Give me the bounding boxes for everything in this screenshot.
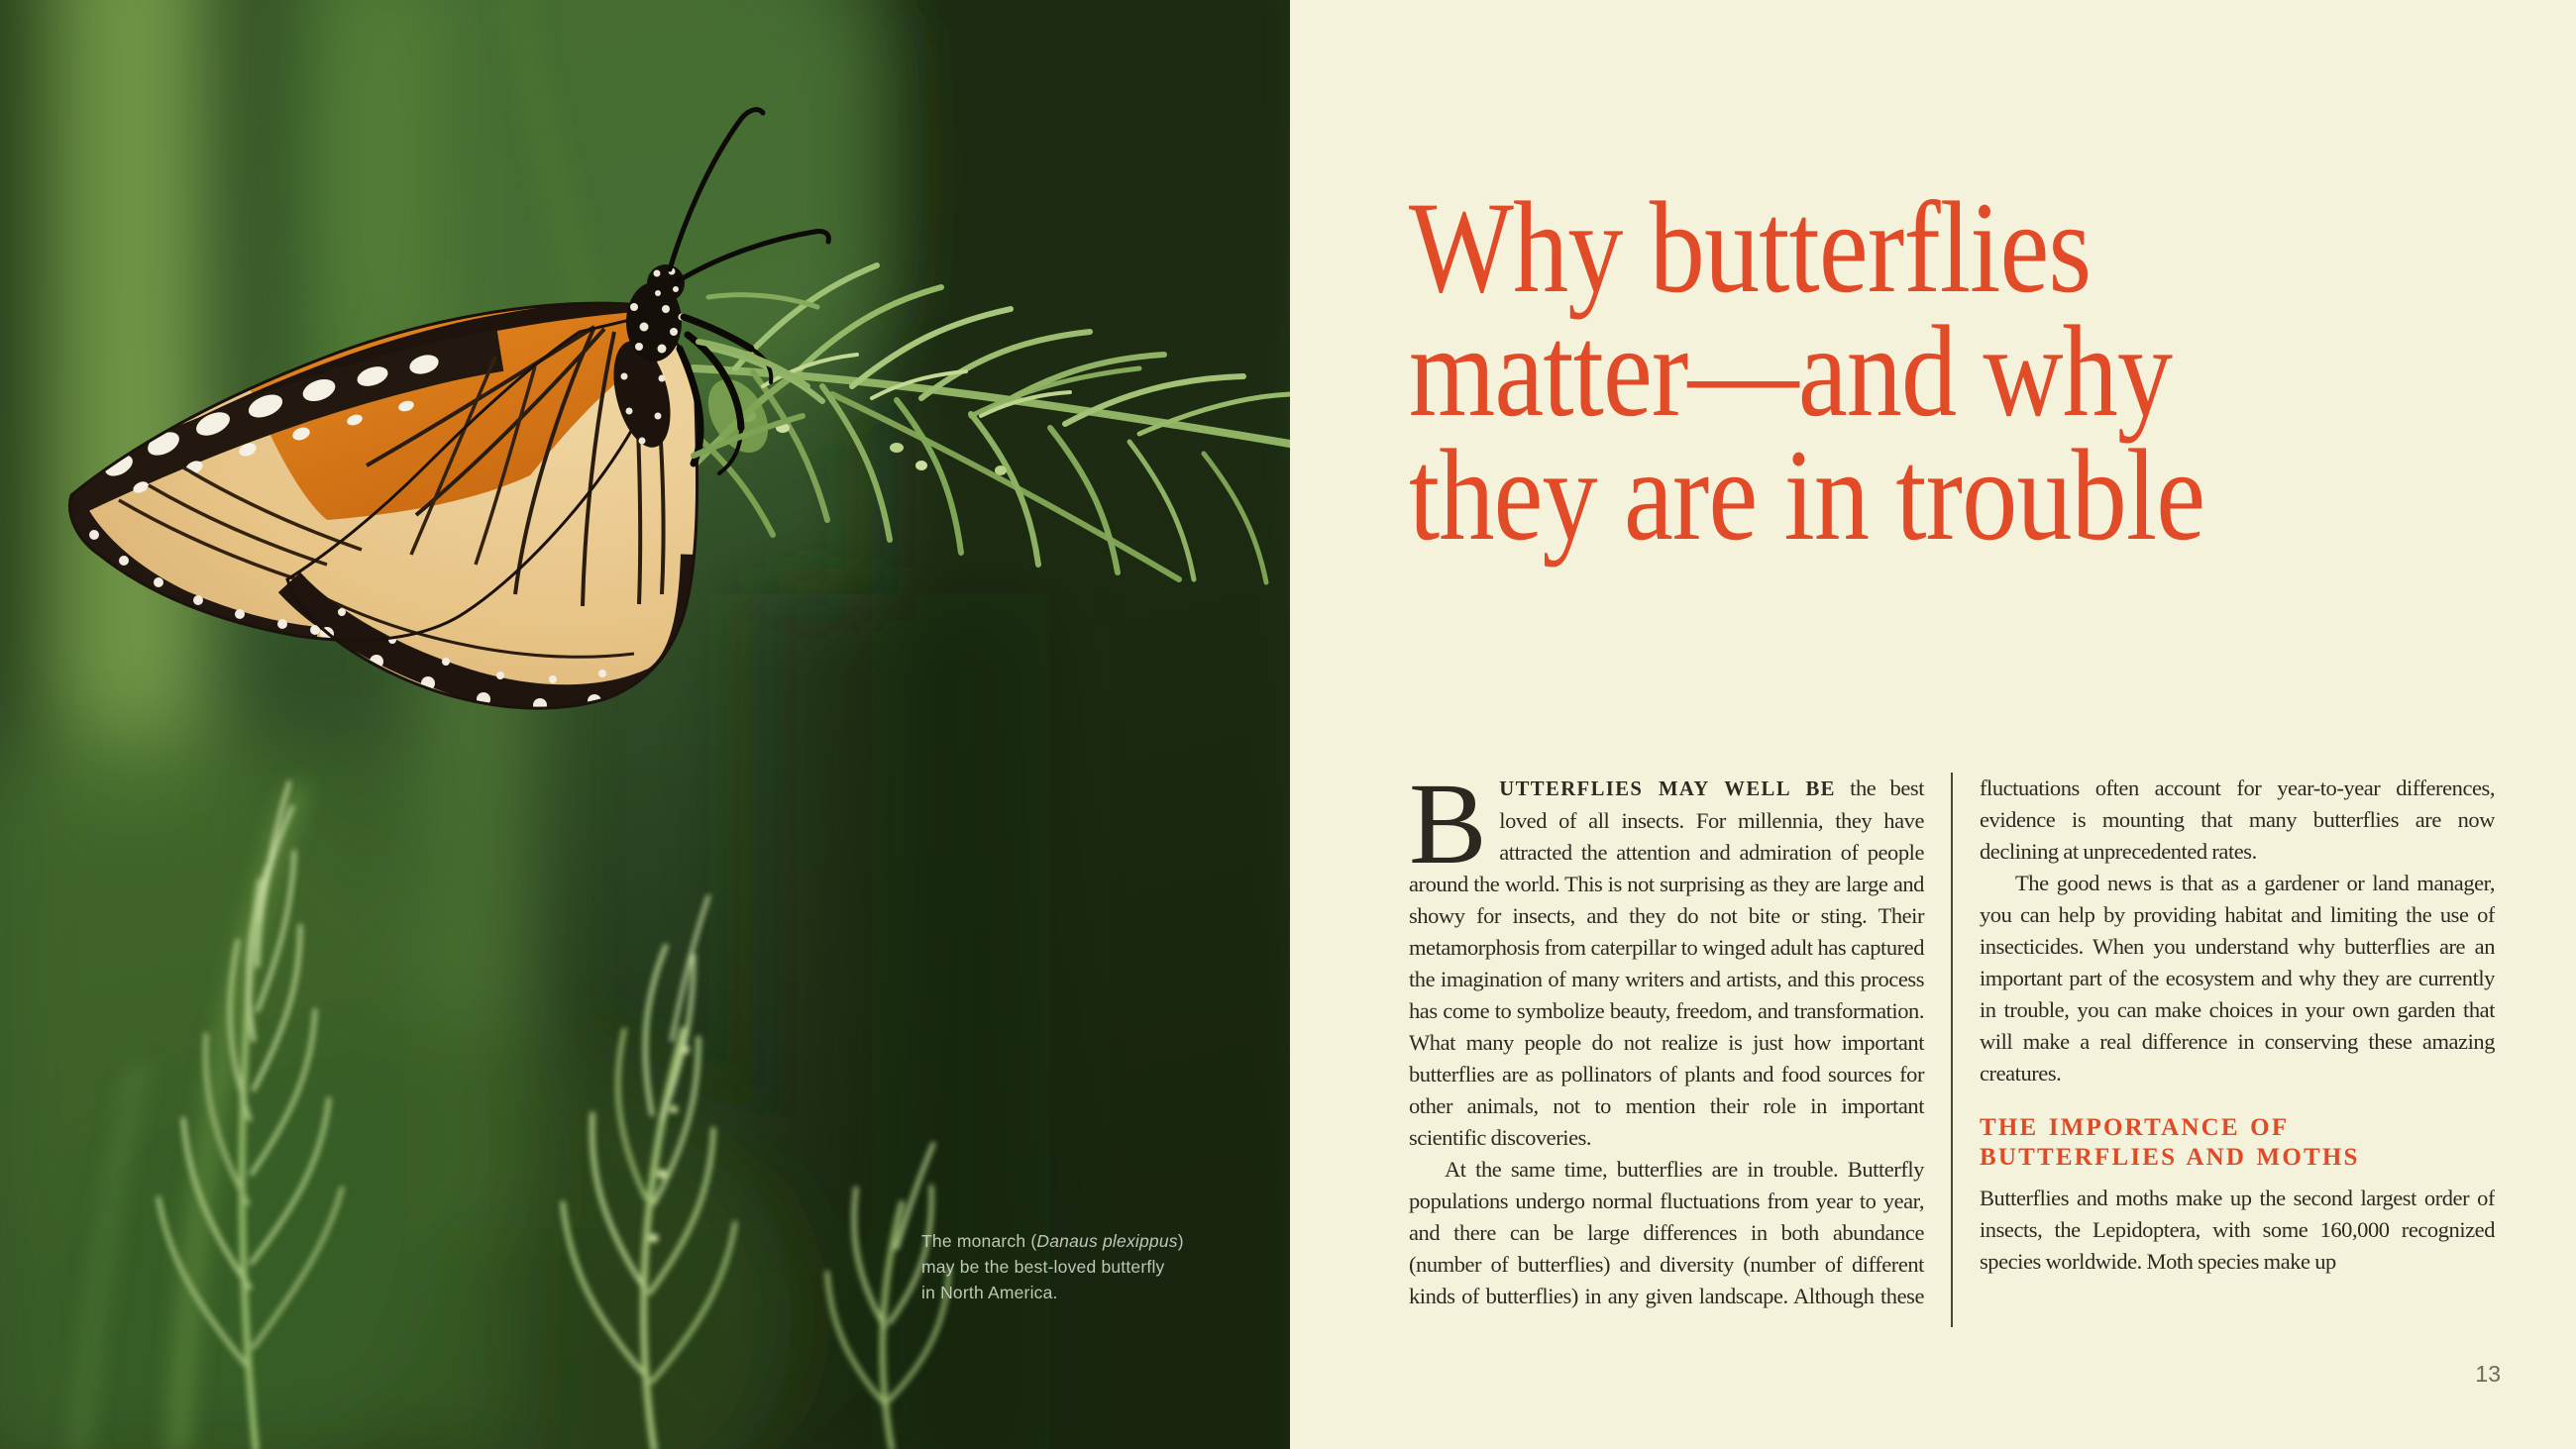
caption-line-2: may be the best-loved butterfly xyxy=(921,1257,1165,1277)
caption-line-1: The monarch (Danaus plexippus) xyxy=(921,1231,1184,1251)
page-number: 13 xyxy=(2475,1361,2501,1387)
paragraph-3: The good news is that as a gardener or land manager, you can help by providing habitat and limiting the use of insecticides. When you understand why butterflies are an important part of the ecosystem and why they are currently in trouble, you can make choices in your own garden that will make a real difference in conserving these amazing creatures. xyxy=(1980,871,2495,1086)
photo-caption xyxy=(921,1228,1184,1305)
paragraph-1-text: the best loved of all insects. For millennia, they have attracted the attention and admiration of people around the world. This is not surprising as they are large and showy for insects, and they do not bite or sting. Their metamorphosis from caterpillar to winged adult has captured the imagination of many writers and artists, and this process has come to symbolize beauty, freedom, and transformation. What many people do not realize is just how important butterflies are as pollinators of plants and food sources for other animals, not to mention their role in important scientific discoveries. xyxy=(1409,776,1924,1150)
paragraph-2: At the same time, butterflies are in trouble. Butterfly populations undergo normal fluctuations from year to year, and there can be large differences in both abundance (number of butterflies) and diversity (number of different kinds of butterflies) in any given landscape. Although these fluctuations often account for year-to-year differences, evidence is mounting that many butterflies are now declining at unprecedented rates. xyxy=(1409,776,2495,1308)
body-text-columns xyxy=(1409,773,2495,1327)
paragraph-4: Butterflies and moths make up the second largest order of insects, the Lepidoptera, with some 160,000 recognized species worldwide. Moth species make up xyxy=(1980,1186,2495,1274)
title-line-3: they are in trouble xyxy=(1409,422,2205,568)
lead-in-smallcaps: UTTERFLIES MAY WELL BE xyxy=(1499,778,1836,800)
drop-cap: B xyxy=(1409,773,1487,888)
book-page xyxy=(1290,0,2576,1449)
title-line-2: matter—and why xyxy=(1409,298,2173,444)
paragraph-1 xyxy=(1409,773,1924,1154)
species-name: Danaus plexippus xyxy=(1036,1231,1178,1251)
chapter-title xyxy=(1409,174,2487,568)
caption-line-3: in North America. xyxy=(921,1283,1058,1302)
title-line-1: Why butterflies xyxy=(1409,174,2092,320)
section-heading: THE IMPORTANCE OF BUTTERFLIES AND MOTHS xyxy=(1980,1114,2360,1171)
